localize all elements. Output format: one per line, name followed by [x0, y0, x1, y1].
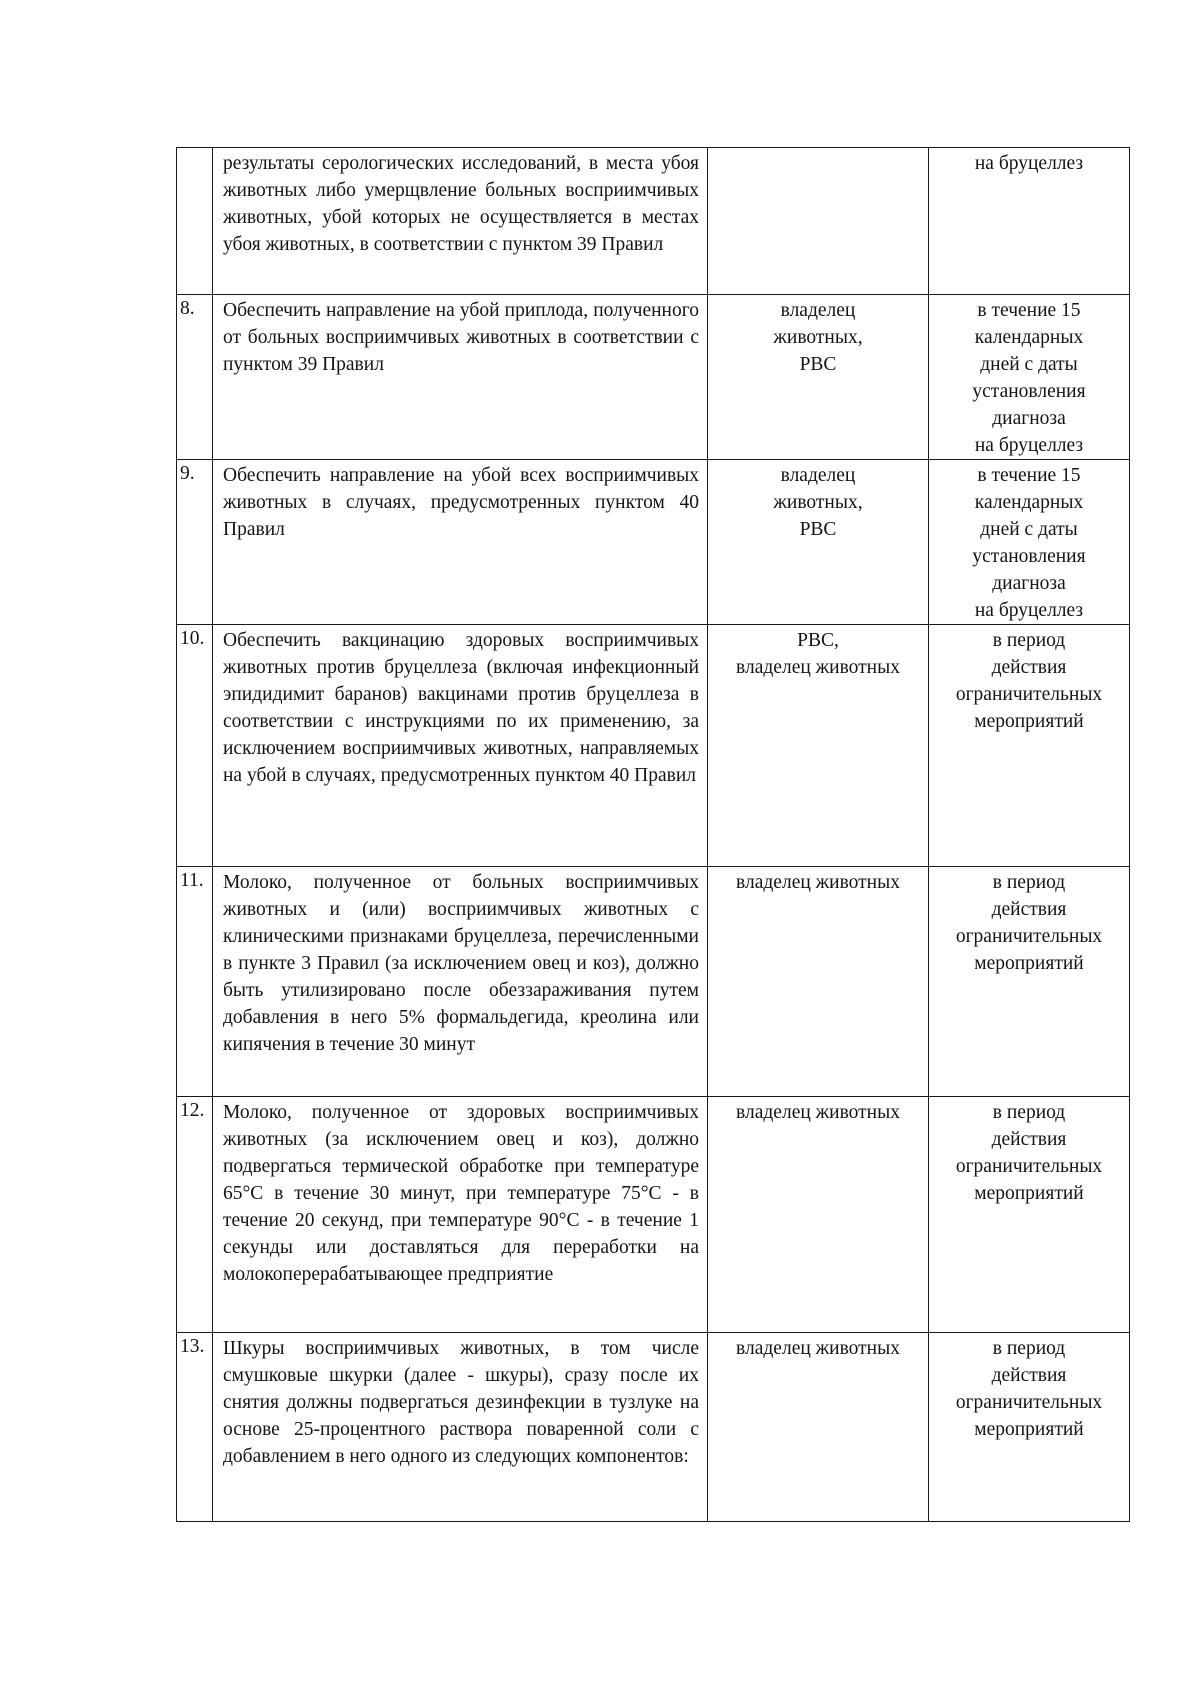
- responsible-line: животных,: [773, 492, 863, 513]
- responsible-line: владелец животных: [736, 1338, 900, 1359]
- responsible-line: владелец животных: [736, 657, 900, 678]
- term-line: установления: [972, 546, 1086, 567]
- term-line: в период: [992, 1102, 1066, 1123]
- term-cell: [929, 1097, 1130, 1333]
- term-cell: [929, 460, 1130, 625]
- term-line: в течение 15: [977, 465, 1081, 486]
- term-line: действия: [991, 899, 1067, 920]
- measure-text: Молоко, полученное от здоровых восприимчивых животных (за исключением овец и коз), должно подвергаться термической обработке при температуре 65°С в течение 30 минут, при температуре 75°С - в течение 20 секунд, при температуре 90°С - в течение 1 секунды или доставляться для переработки на молокоперерабатывающее предприятие: [213, 1097, 708, 1333]
- responsible-cell: [708, 625, 929, 867]
- term-cell: [929, 625, 1130, 867]
- term-line: действия: [991, 1365, 1067, 1386]
- term-line: диагноза: [992, 573, 1066, 594]
- measures-table-body: [177, 148, 1130, 1522]
- row-number: 8.: [177, 295, 213, 460]
- table-row: [177, 867, 1130, 1097]
- responsible-line: владелец животных: [736, 872, 900, 893]
- table-row: [177, 460, 1130, 625]
- responsible-line: владелец: [780, 465, 856, 486]
- measure-text: результаты серологических исследований, в места убоя животных либо умерщвление больных восприимчивых животных, убой которых не осуществляется в местах убоя животных, в соответствии с пунктом 39 Правил: [213, 148, 708, 295]
- term-line: календарных: [974, 492, 1084, 513]
- term-cell: [929, 867, 1130, 1097]
- responsible-cell: [708, 1097, 929, 1333]
- measure-text: Молоко, полученное от больных восприимчивых животных и (или) восприимчивых животных с клиническими признаками бруцеллеза, перечисленными в пункте 3 Правил (за исключением овец и коз), должно быть утилизировано после обеззараживания путем добавления в него 5% формальдегида, креолина или кипячения в течение 30 минут: [213, 867, 708, 1097]
- row-number: 10.: [177, 625, 213, 867]
- table-row: [177, 625, 1130, 867]
- term-line: действия: [991, 657, 1067, 678]
- responsible-line: РВС: [799, 519, 837, 540]
- term-cell: [929, 295, 1130, 460]
- responsible-line: РВС,: [797, 630, 839, 651]
- responsible-line: животных,: [773, 327, 863, 348]
- term-line: мероприятий: [974, 953, 1084, 974]
- measure-text: Обеспечить направление на убой приплода, полученного от больных восприимчивых животных в соответствии с пунктом 39 Правил: [213, 295, 708, 460]
- measures-table: [176, 147, 1130, 1522]
- term-line: в период: [992, 630, 1066, 651]
- term-line: ограничительных: [955, 1392, 1103, 1413]
- term-cell: [929, 1333, 1130, 1522]
- row-number: 13.: [177, 1333, 213, 1522]
- term-line: на бруцеллез: [974, 153, 1084, 174]
- row-number: 9.: [177, 460, 213, 625]
- term-line: в период: [992, 872, 1066, 893]
- responsible-line: РВС: [799, 354, 837, 375]
- responsible-line: владелец: [780, 300, 856, 321]
- term-line: ограничительных: [955, 684, 1103, 705]
- term-line: установления: [972, 381, 1086, 402]
- measure-text: Обеспечить вакцинацию здоровых восприимчивых животных против бруцеллеза (включая инфекционный эпидидимит баранов) вакцинами против бруцеллеза в соответствии с инструкциями по их применению, за исключением восприимчивых животных, направляемых на убой в случаях, предусмотренных пунктом 40 Правил: [213, 625, 708, 867]
- term-line: мероприятий: [974, 1183, 1084, 1204]
- responsible-cell: [708, 148, 929, 295]
- row-number: [177, 148, 213, 295]
- term-line: на бруцеллез: [974, 600, 1084, 621]
- responsible-cell: [708, 295, 929, 460]
- responsible-cell: [708, 460, 929, 625]
- responsible-cell: [708, 1333, 929, 1522]
- measure-text: Обеспечить направление на убой всех восприимчивых животных в случаях, предусмотренных пунктом 40 Правил: [213, 460, 708, 625]
- term-cell: [929, 148, 1130, 295]
- table-row: [177, 148, 1130, 295]
- term-line: диагноза: [992, 408, 1066, 429]
- term-line: в течение 15: [977, 300, 1081, 321]
- term-line: в период: [992, 1338, 1066, 1359]
- term-line: на бруцеллез: [974, 435, 1084, 456]
- row-number: 12.: [177, 1097, 213, 1333]
- term-line: дней с даты: [980, 354, 1078, 375]
- term-line: ограничительных: [955, 926, 1103, 947]
- responsible-line: владелец животных: [736, 1102, 900, 1123]
- term-line: мероприятий: [974, 711, 1084, 732]
- term-line: дней с даты: [980, 519, 1078, 540]
- row-number: 11.: [177, 867, 213, 1097]
- table-row: [177, 1333, 1130, 1522]
- responsible-cell: [708, 867, 929, 1097]
- term-line: ограничительных: [955, 1156, 1103, 1177]
- term-line: действия: [991, 1129, 1067, 1150]
- term-line: календарных: [974, 327, 1084, 348]
- table-row: [177, 1097, 1130, 1333]
- term-line: мероприятий: [974, 1419, 1084, 1440]
- measure-text: Шкуры восприимчивых животных, в том числе смушковые шкурки (далее - шкуры), сразу после их снятия должны подвергаться дезинфекции в тузлуке на основе 25-процентного раствора поваренной соли с добавлением в него одного из следующих компонентов:: [213, 1333, 708, 1522]
- table-row: [177, 295, 1130, 460]
